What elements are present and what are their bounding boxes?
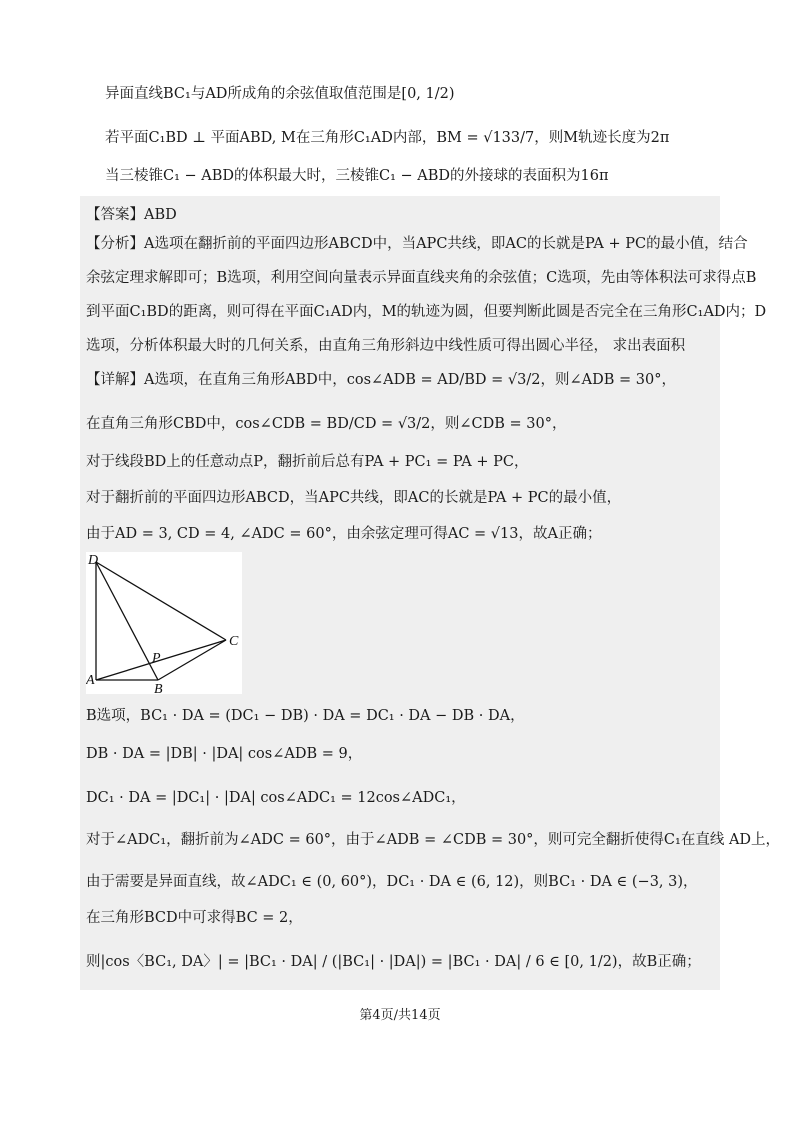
option-c-text: 若平面C₁BD ⊥ 平面ABD, M在三角形C₁AD内部，BM = √133/7，则M轨迹长度为2π (105, 130, 670, 146)
edge-dc (96, 562, 226, 640)
geometry-figure (86, 552, 242, 694)
detail-line-6: B选项，BC₁ · DA = (DC₁ − DB) · DA = DC₁ · DA − DB · DA， (86, 708, 525, 724)
option-b-text: 异面直线BC₁与AD所成角的余弦值取值范围是[0, 1/2) (105, 86, 455, 102)
detail-line-1: 【详解】A选项，在直角三角形ABD中，cos∠ADB = AD/BD = √3/2，则∠ADB = 30°， (86, 372, 676, 388)
label-c: C (229, 634, 239, 649)
detail-line-4: 对于翻折前的平面四边形ABCD，当APC共线，即AC的长就是PA + PC的最小值， (86, 490, 622, 506)
option-d-text: 当三棱锥C₁ − ABD的体积最大时，三棱锥C₁ − ABD的外接球的表面积为16π (105, 168, 609, 184)
analysis-line-3: 到平面C₁BD的距离，则可得在平面C₁AD内，M的轨迹为圆，但要判断此圆是否完全在三角形C₁AD内；D (86, 304, 767, 320)
detail-line-5: 由于AD = 3, CD = 4, ∠ADC = 60°，由余弦定理可得AC = √13，故A正确； (86, 526, 602, 542)
segment-ac (96, 640, 226, 680)
option-c (105, 128, 669, 148)
edge-bc (158, 640, 226, 680)
detail-line-10: 由于需要是异面直线，故∠ADC₁ ∈ (0, 60°)，DC₁ · DA ∈ (6, 12)，则BC₁ · DA ∈ (−3, 3)， (86, 874, 698, 890)
label-d: D (88, 553, 99, 568)
label-b: B (154, 682, 163, 694)
detail-label: 【详解】 (86, 372, 144, 388)
page-number: 第4页/共14页 (359, 1008, 441, 1023)
detail-line-3: 对于线段BD上的任意动点P，翻折前后总有PA + PC₁ = PA + PC， (86, 454, 529, 470)
page-footer (0, 1004, 800, 1023)
analysis-line-1: 【分析】A选项在翻折前的平面四边形ABCD中，当APC共线，即AC的长就是PA + PC的最小值，结合 (86, 236, 748, 252)
label-p: P (152, 651, 161, 666)
answer-label: 【答案】 (86, 207, 144, 223)
detail-line-2: 在直角三角形CBD中，cos∠CDB = BD/CD = √3/2，则∠CDB = 30°， (86, 416, 567, 432)
answer-value: ABD (144, 207, 177, 223)
option-d (105, 166, 609, 186)
option-b (105, 84, 455, 104)
detail-line-9: 对于∠ADC₁，翻折前为∠ADC = 60°，由于∠ADB = ∠CDB = 30°，则可完全翻折使得C₁在直线 AD上， (86, 832, 781, 848)
label-a: A (86, 673, 95, 688)
diagonal-db (96, 562, 158, 680)
analysis-line-2: 余弦定理求解即可；B选项，利用空间向量表示异面直线夹角的余弦值；C选项，先由等体积法可求得点B (86, 270, 757, 286)
detail-line-12: 则|cos〈BC₁, DA〉| = |BC₁ · DA| / (|BC₁| · |DA|) = |BC₁ · DA| / 6 ∈ [0, 1/2)，故B正确； (86, 954, 701, 970)
analysis-label: 【分析】 (86, 236, 144, 252)
analysis-line-4: 选项，分析体积最大时的几何关系，由直角三角形斜边中线性质可得出圆心半径， 求出表面积 (86, 338, 686, 354)
detail-line-7: DB · DA = |DB| · |DA| cos∠ADB = 9， (86, 746, 363, 762)
answer-line (86, 205, 177, 225)
detail-line-8: DC₁ · DA = |DC₁| · |DA| cos∠ADC₁ = 12cos∠ADC₁， (86, 790, 466, 806)
detail-line-11: 在三角形BCD中可求得BC = 2， (86, 910, 303, 926)
quadrilateral-diagram (86, 552, 242, 694)
